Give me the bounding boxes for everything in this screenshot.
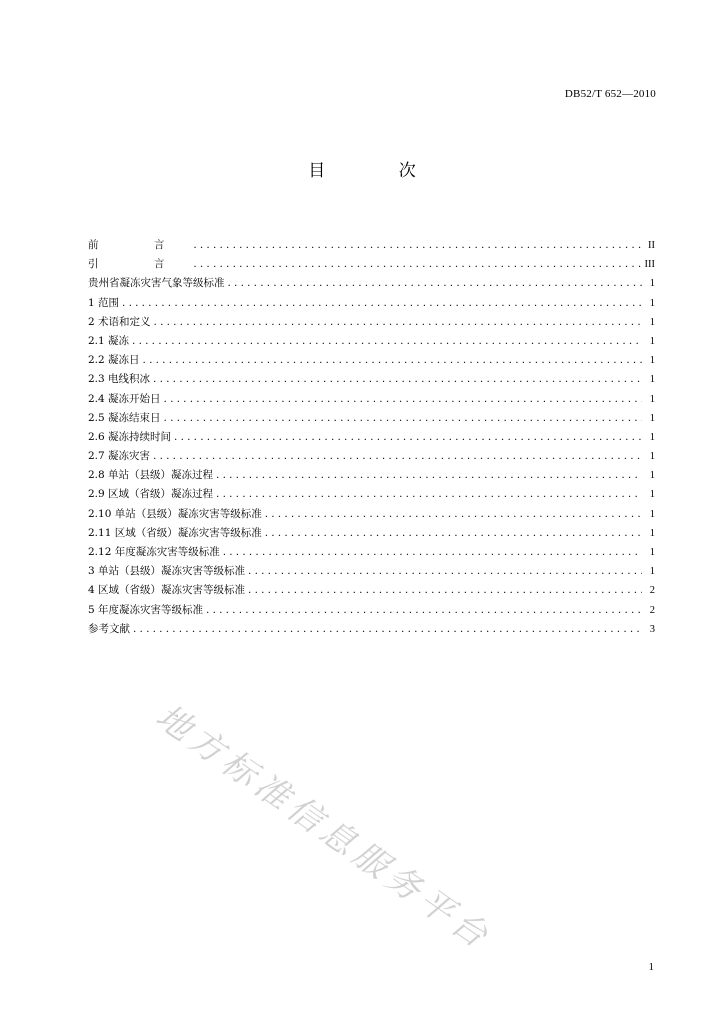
toc-entry-label: 2.3 电线积冰 [88,373,151,386]
toc-entry[interactable] [88,255,655,274]
page-number: 1 [648,961,654,973]
toc-leader-dots [174,428,642,447]
toc-entry[interactable] [88,313,655,332]
toc-entry-label: 前 言 [88,239,191,251]
toc-leader-dots [153,370,642,389]
toc-entry-page: 1 [649,355,655,367]
toc-leader-dots [132,332,642,351]
toc-entry-label: 2.9 区域（省级）凝冻过程 [88,488,214,501]
toc-list [88,236,655,639]
toc-entry-label: 4 区域（省级）凝冻灾害等级标准 [88,584,246,597]
toc-entry[interactable] [88,409,655,428]
toc-entry-page: 1 [649,470,655,482]
watermark: 地方标准信息服务平台 [148,696,500,959]
toc-entry-label: 2.2 凝冻日 [88,354,140,367]
toc-entry-page: 1 [649,297,655,309]
toc-entry[interactable] [88,370,655,389]
toc-entry[interactable] [88,236,655,255]
toc-entry-label: 引 言 [88,258,191,271]
toc-leader-dots [193,255,641,274]
toc-leader-dots [193,236,642,255]
toc-entry-page: 1 [649,412,655,424]
toc-entry[interactable] [88,332,655,351]
toc-leader-dots [216,485,642,504]
doc-code: DB52/T 652—2010 [564,88,656,100]
toc-entry-label: 5 年度凝冻灾害等级标准 [88,603,204,616]
toc-entry[interactable] [88,428,655,447]
toc-leader-dots [228,274,643,293]
toc-entry[interactable] [88,562,655,581]
toc-entry-label: 2.4 凝冻开始日 [88,392,161,405]
toc-entry-label: 2.10 单站（县级）凝冻灾害等级标准 [88,507,262,520]
toc-entry-page: 2 [649,604,655,616]
toc-entry-label: 贵州省凝冻灾害气象等级标准 [88,277,225,290]
toc-entry-label: 2 术语和定义 [88,315,151,328]
toc-leader-dots [164,390,642,409]
toc-entry-page: 1 [649,527,655,539]
toc-leader-dots [143,351,642,370]
toc-entry[interactable] [88,505,655,524]
toc-entry-page: 2 [649,585,655,597]
toc-entry-page: 1 [649,431,655,443]
toc-entry[interactable] [88,581,655,600]
toc-entry-page: 1 [649,374,655,386]
toc-entry-page: 1 [649,547,655,558]
toc-leader-dots [164,409,642,428]
toc-title: 目 次 [308,161,450,181]
toc-entry-label: 2.1 凝冻 [88,334,130,347]
toc-entry[interactable] [88,294,655,313]
toc-entry[interactable] [88,485,655,504]
toc-entry-label: 参考文献 [88,622,130,635]
toc-leader-dots [265,524,642,543]
toc-leader-dots [206,601,642,620]
toc-entry-label: 2.11 区域（省级）凝冻灾害等级标准 [88,526,262,539]
toc-entry-page: 1 [649,489,655,501]
toc-entry-page: III [644,259,655,271]
toc-entry[interactable] [88,601,655,620]
toc-leader-dots [216,466,642,485]
toc-entry-page: 1 [649,393,655,405]
toc-leader-dots [154,313,642,332]
toc-entry-page: II [648,240,655,251]
toc-entry[interactable] [88,620,655,639]
toc-entry[interactable] [88,274,655,293]
toc-entry-label: 3 单站（县级）凝冻灾害等级标准 [88,565,246,578]
toc-entry[interactable] [88,447,655,466]
toc-entry[interactable] [88,390,655,409]
toc-entry-page: 1 [649,508,655,520]
toc-entry-label: 2.8 单站（县级）凝冻过程 [88,469,214,482]
toc-entry[interactable] [88,466,655,485]
toc-entry[interactable] [88,351,655,370]
toc-entry-label: 1 范围 [88,296,120,309]
toc-entry-page: 1 [649,278,655,290]
toc-entry-label: 2.5 凝冻结束日 [88,411,161,424]
toc-leader-dots [248,581,642,600]
toc-entry[interactable] [88,543,655,562]
toc-entry-page: 1 [649,451,655,463]
toc-entry-page: 1 [649,316,655,328]
toc-leader-dots [133,620,642,639]
toc-entry-label: 2.12 年度凝冻灾害等级标准 [88,546,220,558]
toc-entry-label: 2.6 凝冻持续时间 [88,430,172,443]
toc-entry[interactable] [88,524,655,543]
toc-entry-page: 1 [649,566,655,578]
toc-leader-dots [248,562,642,581]
toc-entry-page: 1 [649,335,655,347]
toc-leader-dots [223,543,642,562]
toc-leader-dots [265,505,642,524]
toc-leader-dots [122,294,642,313]
toc-entry-page: 3 [649,623,655,635]
toc-leader-dots [153,447,642,466]
toc-entry-label: 2.7 凝冻灾害 [88,450,151,463]
